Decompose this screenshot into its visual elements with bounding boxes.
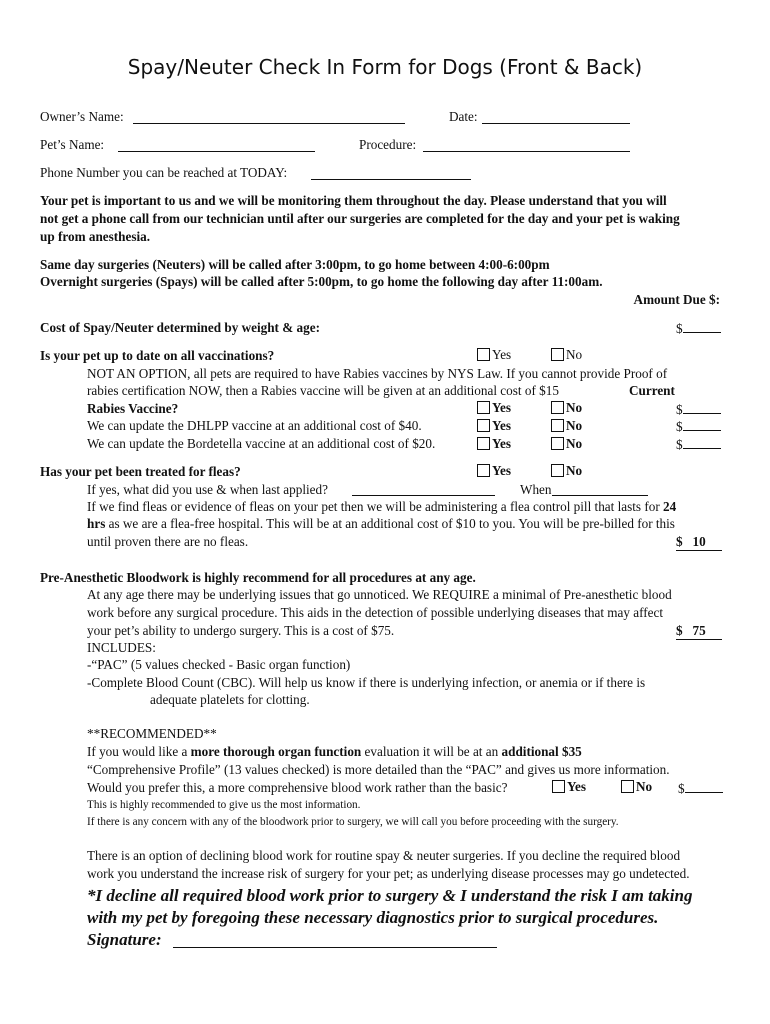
bloodwork-line-2: work before any surgical procedure. This aids in the detection of possible underlying diseases that may affect xyxy=(87,605,664,620)
flea-no[interactable]: No xyxy=(551,463,582,479)
checkbox[interactable] xyxy=(477,464,490,477)
pet-name-label: Pet’s Name: xyxy=(40,137,105,152)
recommended-line-1: If you would like a more thorough organ function evaluation it will be at an additional $35 xyxy=(87,744,582,759)
flea-product-field[interactable] xyxy=(352,495,495,496)
recommended-heading: **RECOMMENDED** xyxy=(87,726,217,741)
flea-yes[interactable]: Yes xyxy=(477,463,511,479)
flea-product-label: If yes, what did you use & when last applied? xyxy=(87,482,328,497)
checkbox[interactable] xyxy=(477,401,490,414)
flea-when-label: When xyxy=(520,482,552,497)
bordetella-no[interactable]: No xyxy=(551,436,582,452)
checkbox[interactable] xyxy=(551,401,564,414)
date-field[interactable] xyxy=(482,123,630,124)
flea-question: Has your pet been treated for fleas? xyxy=(40,464,241,479)
owner-name-label: Owner’s Name: xyxy=(40,109,124,124)
bloodwork-line-1: At any age there may be underlying issues that go unnoticed. We REQUIRE a minimal of Pre-anesthetic blood xyxy=(87,587,672,602)
rabies-note-line-1: NOT AN OPTION, all pets are required to have Rabies vaccines by NYS Law. If you cannot provide Proof of xyxy=(87,366,668,381)
rabies-note-line-2: rabies certification NOW, then a Rabies vaccine will be given at an additional cost of $15 xyxy=(87,383,559,398)
dhlpp-amount[interactable]: $ xyxy=(676,418,721,435)
checkbox[interactable] xyxy=(551,419,564,432)
checkbox[interactable] xyxy=(477,348,490,361)
phone-label: Phone Number you can be reached at TODAY: xyxy=(40,165,288,180)
phone-field[interactable] xyxy=(311,179,471,180)
bordetella-amount[interactable]: $ xyxy=(676,436,721,453)
current-header: Current xyxy=(629,383,675,398)
recommended-note-2: If there is any concern with any of the bloodwork prior to surgery, we will call you before proceeding with the surgery. xyxy=(87,816,619,828)
flea-note-line-1: If we find fleas or evidence of fleas on your pet then we will be administering a flea control pill that lasts for 24 xyxy=(87,499,677,514)
bordetella-yes[interactable]: Yes xyxy=(477,436,511,452)
flea-note-line-2: hrs as we are a flea-free hospital. This will be at an additional cost of $10 to you. You will be pre-billed for this xyxy=(87,516,675,531)
decline-para-line-2: work you understand the increase risk of surgery for your pet; as underlying disease processes may go undetected. xyxy=(87,866,690,881)
checkbox[interactable] xyxy=(551,464,564,477)
amount-due-header: Amount Due $: xyxy=(633,292,720,307)
dhlpp-yes[interactable]: Yes xyxy=(477,418,511,434)
dhlpp-label: We can update the DHLPP vaccine at an additional cost of $40. xyxy=(87,418,422,433)
cost-label: Cost of Spay/Neuter determined by weight & age: xyxy=(40,320,320,335)
procedure-field[interactable] xyxy=(423,151,630,152)
checkbox[interactable] xyxy=(551,348,564,361)
checkbox[interactable] xyxy=(477,437,490,450)
flea-when-field[interactable] xyxy=(552,495,648,496)
bloodwork-line-3: your pet’s ability to undergo surgery. This is a cost of $75. xyxy=(87,623,395,638)
includes-label: INCLUDES: xyxy=(87,640,156,655)
cbc-item-line-1: -Complete Blood Count (CBC). Will help us know if there is underlying infection, or anemia or if there is xyxy=(87,675,646,690)
dhlpp-no[interactable]: No xyxy=(551,418,582,434)
rabies-yes[interactable]: Yes xyxy=(477,400,511,416)
comprehensive-yes[interactable]: Yes xyxy=(552,779,586,795)
decline-para-line-1: There is an option of declining blood work for routine spay & neuter surgeries. If you decline the required blood xyxy=(87,848,681,863)
procedure-label: Procedure: xyxy=(359,137,417,152)
vaccination-yes[interactable]: Yes xyxy=(477,347,511,363)
recommended-question: Would you prefer this, a more comprehensive blood work rather than the basic? xyxy=(87,780,508,795)
overnight-schedule: Overnight surgeries (Spays) will be called after 5:00pm, to go home the following day after 11:00am. xyxy=(40,274,603,289)
date-label: Date: xyxy=(449,109,478,124)
intro-line-2: not get a phone call from our technician until after our surgeries are completed for the day and your pet is waking xyxy=(40,211,680,226)
owner-name-field[interactable] xyxy=(133,123,405,124)
rabies-amount[interactable]: $ xyxy=(676,401,721,418)
bordetella-label: We can update the Bordetella vaccine at an additional cost of $20. xyxy=(87,436,436,451)
checkbox[interactable] xyxy=(477,419,490,432)
bloodwork-amount: $ 75 xyxy=(676,623,722,640)
checkbox[interactable] xyxy=(621,780,634,793)
decline-statement-line-1: *I decline all required blood work prior to surgery & I understand the risk I am taking xyxy=(87,886,693,905)
flea-note-line-3: until proven there are no fleas. xyxy=(87,534,249,549)
page-title: Spay/Neuter Check In Form for Dogs (Front & Back) xyxy=(127,55,643,79)
rabies-no[interactable]: No xyxy=(551,400,582,416)
signature-field[interactable] xyxy=(173,947,497,948)
checkbox[interactable] xyxy=(552,780,565,793)
pac-item: -“PAC” (5 values checked - Basic organ function) xyxy=(87,657,351,672)
rabies-label: Rabies Vaccine? xyxy=(87,401,179,416)
vaccination-question: Is your pet up to date on all vaccinations? xyxy=(40,348,275,363)
recommended-line-2: “Comprehensive Profile” (13 values checked) is more detailed than the “PAC” and gives us more information. xyxy=(87,762,670,777)
comprehensive-no[interactable]: No xyxy=(621,779,652,795)
recommended-note-1: This is highly recommended to give us the most information. xyxy=(87,799,361,811)
signature-label: Signature: xyxy=(87,930,162,949)
bloodwork-heading: Pre-Anesthetic Bloodwork is highly recommend for all procedures at any age. xyxy=(40,570,476,585)
checkbox[interactable] xyxy=(551,437,564,450)
cost-amount[interactable]: $ xyxy=(676,320,721,337)
intro-line-3: up from anesthesia. xyxy=(40,229,151,244)
comprehensive-amount[interactable]: $ xyxy=(678,780,723,797)
decline-statement-line-2: with my pet by foregoing these necessary diagnostics prior to surgical procedures. xyxy=(87,908,659,927)
flea-amount: $ 10 xyxy=(676,534,722,551)
intro-line-1: Your pet is important to us and we will be monitoring them throughout the day. Please understand that you will xyxy=(40,193,667,208)
pet-name-field[interactable] xyxy=(118,151,315,152)
same-day-schedule: Same day surgeries (Neuters) will be called after 3:00pm, to go home between 4:00-6:00pm xyxy=(40,257,550,272)
vaccination-no[interactable]: No xyxy=(551,347,582,363)
cbc-item-line-2: adequate platelets for clotting. xyxy=(150,692,310,707)
